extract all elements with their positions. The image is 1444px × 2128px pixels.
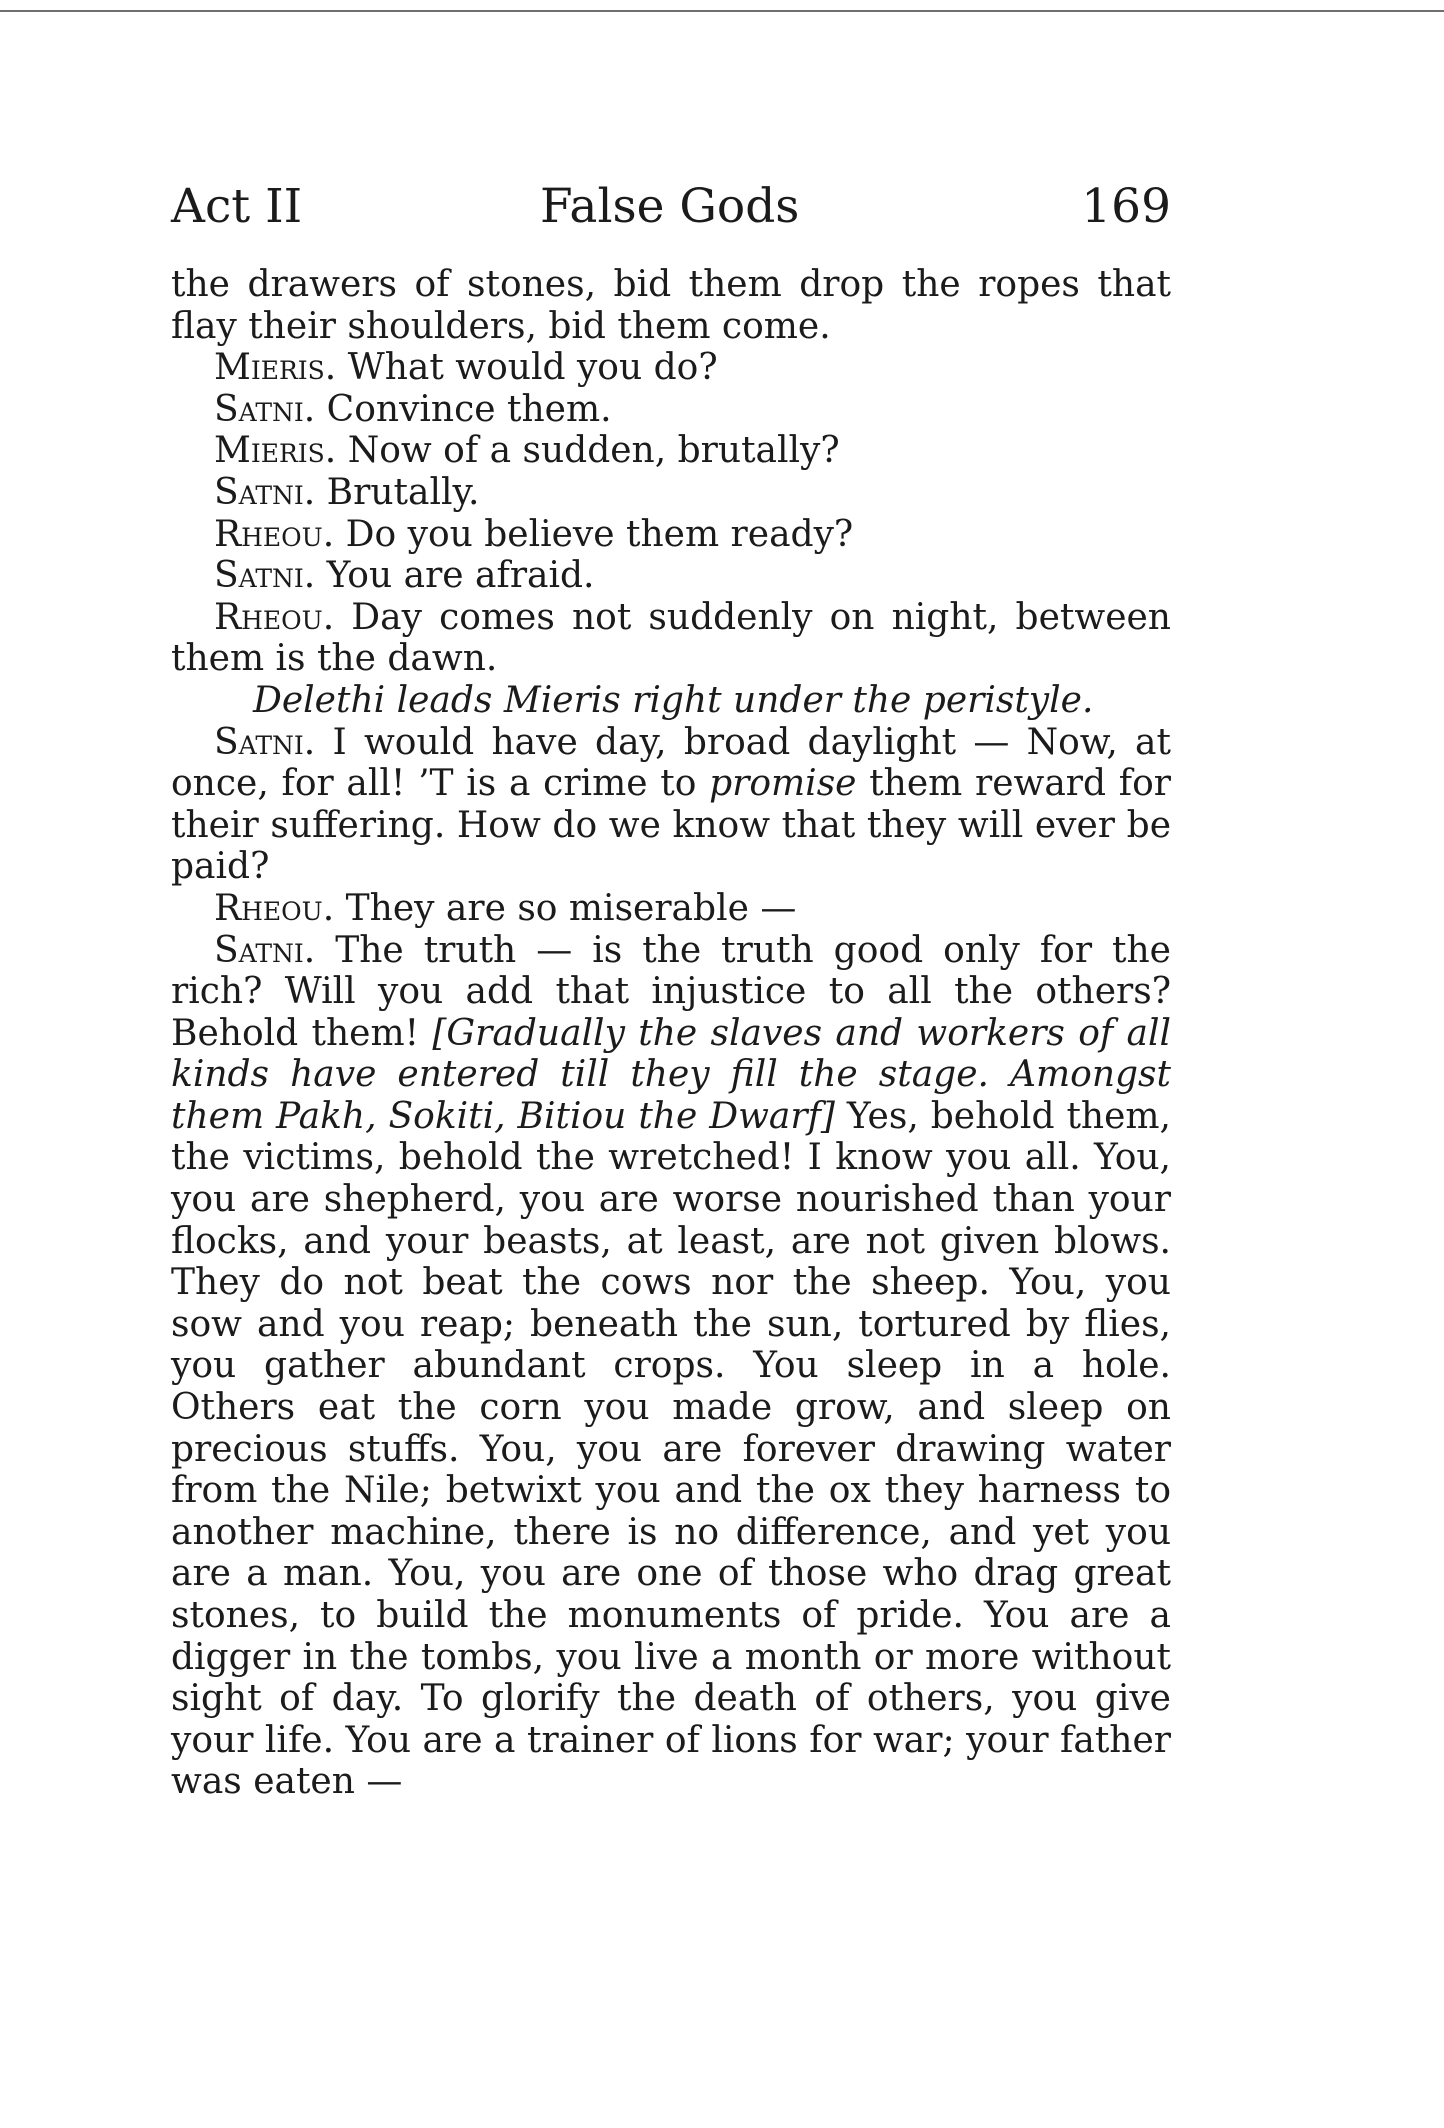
- speaker-name: Satni.: [214, 388, 316, 430]
- page-text: [171, 264, 1171, 1803]
- speech-line: [171, 888, 1171, 930]
- speech-text: Convince them.: [326, 388, 612, 430]
- speech-satni-daylight: [171, 722, 1171, 888]
- act-label: Act II: [171, 179, 303, 234]
- speech-text: The truth — is the truth good only for the rich? Will you add that injustice to all the others? Behold them!: [171, 929, 1171, 1054]
- speech-text: You are afraid.: [326, 555, 595, 597]
- speech-text: Now of a sudden, brutally?: [347, 430, 840, 472]
- speech-line: [171, 347, 1171, 389]
- speech-text: Brutally.: [326, 471, 480, 513]
- speech-line: [171, 555, 1171, 597]
- opening-paragraph: the drawers of stones, bid them drop the ropes that flay their shoulders, bid them come.: [171, 264, 1171, 347]
- play-title: False Gods: [540, 179, 800, 234]
- speech-text: I would have day, broad daylight — Now, at once, for all! ’T is a crime to: [171, 721, 1171, 805]
- page-number: 169: [1081, 179, 1171, 234]
- running-header: [171, 172, 1171, 242]
- speech-line: [171, 514, 1171, 556]
- speaker-name: Mieris.: [214, 347, 337, 389]
- speaker-name: Satni.: [214, 555, 316, 597]
- speaker-name: Rheou.: [214, 887, 335, 929]
- speech-text: They are so miserable —: [345, 887, 797, 929]
- speech-text: Day comes not suddenly on night, between them is the dawn.: [171, 596, 1171, 680]
- speaker-name: Rheou.: [214, 596, 335, 638]
- speech-satni-truth: [171, 930, 1171, 1803]
- speech-text: Do you believe them ready?: [345, 513, 854, 555]
- emphasized-word: promise: [709, 763, 857, 805]
- speaker-name: Satni.: [214, 721, 316, 763]
- speech-text: What would you do?: [347, 347, 718, 389]
- speech-line: [171, 389, 1171, 431]
- speech-line: [171, 430, 1171, 472]
- speech-text: them reward for their suffering. How do we know that they will ever be paid?: [171, 763, 1171, 888]
- speech-line: [171, 472, 1171, 514]
- speaker-name: Satni.: [214, 471, 316, 513]
- speaker-name: Satni.: [214, 929, 316, 971]
- inline-stage-direction: [Gradually the slaves and workers of all kinds have entered till they fill the stage. Amongst them Pakh, Sokiti, Bitiou the Dwarf]: [171, 1012, 1171, 1137]
- speaker-name: Rheou.: [214, 513, 335, 555]
- stage-direction: Delethi leads Mieris right under the peristyle.: [253, 679, 1094, 721]
- speech-line: [171, 597, 1171, 680]
- speaker-name: Mieris.: [214, 430, 337, 472]
- speech-text: Yes, behold them, the victims, behold the wretched! I know you all. You, you are shepherd, you are worse nourished than your flocks, and your beasts, at least, are not given blows. They do not beat the cows nor the sheep. You, you sow and you reap; beneath the sun, tortured by flies, you gather abundant crops. You sleep in a hole. Others eat the corn you made grow, and sleep on precious stuffs. You, you are forever drawing water from the Nile; betwixt you and the ox they harness to another machine, there is no difference, and yet you are a man. You, you are one of those who drag great stones, to build the monuments of pride. You are a digger in the tombs, you live a month or more without sight of day. To glorify the death of others, you give your life. You are a trainer of lions for war; your father was eaten —: [171, 1095, 1171, 1803]
- top-edge-rule: [0, 10, 1444, 12]
